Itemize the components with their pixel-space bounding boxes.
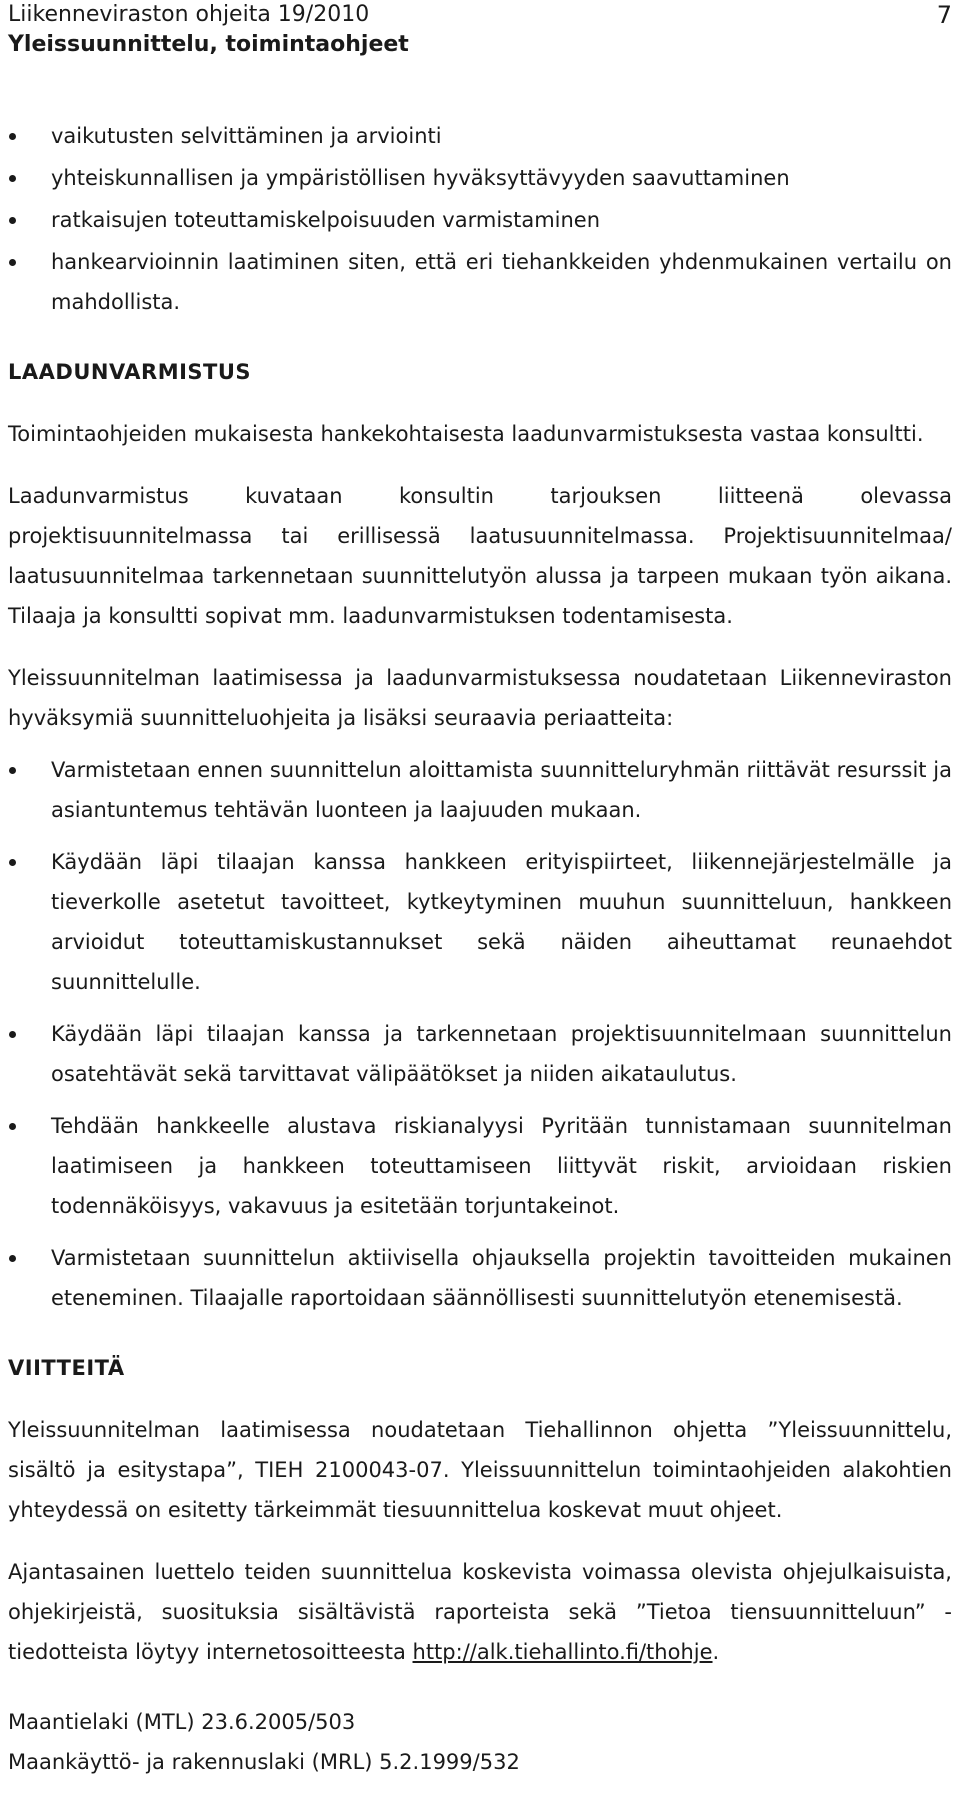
reference-mrl: Maankäyttö- ja rakennuslaki (MRL) 5.2.1999/532 [8,1750,520,1774]
page-content [8,116,952,1782]
bullet-icon [9,217,16,224]
list-item: Varmistetaan suunnittelun aktiivisella ohjauksella projektin tavoitteiden mukainen eteneminen. Tilaajalle raportoidaan säännöllisesti suunnittelutyön etenemisestä. [8,1238,952,1318]
publication-title: Liikenneviraston ohjeita 19/2010 [8,2,370,27]
list-item: Käydään läpi tilaajan kanssa hankkeen erityispiirteet, liikennejärjestelmälle ja tieverkolle asetetut tavoitteet, kytkeytyminen muuhun suunnitteluun, hankkeen arvioidut toteuttamiskustannukset sekä näiden aiheuttamat reunaehdot suunnittelulle. [8,842,952,1002]
paragraph: Toimintaohjeiden mukaisesta hankekohtaisesta laadunvarmistuksesta vastaa konsultti. [8,422,924,446]
list-item: yhteiskunnallisen ja ympäristöllisen hyväksyttävyyden saavuttaminen [8,158,952,198]
bullet-icon [9,175,16,182]
section-heading-viitteita: VIITTEITÄ [8,1356,125,1380]
paragraph-with-link: Ajantasainen luettelo teiden suunnittelua koskevista voimassa olevista ohjejulkaisuista, ohjekirjeistä, suosituksia sisältävistä raporteista sekä ”Tietoa tiensuunnitteluun” -tiedotteista löytyy internetosoitteesta http://alk.tiehallinto.fi/thohje. [8,1560,952,1664]
page-header [8,0,952,60]
list-item: Tehdään hankkeelle alustava riskianalyysi Pyritään tunnistamaan suunnitelman laatimiseen ja hankkeen toteuttamiseen liittyvät riskit, arvioidaan riskien todennäköisyys, vakavuus ja esitetään torjuntakeinot. [8,1106,952,1226]
bullet-icon [9,767,16,774]
principles-bullet-list [8,750,952,1318]
page-number: 7 [936,1,952,29]
list-item: Varmistetaan ennen suunnittelun aloittamista suunnitteluryhmän riittävät resurssit ja asiantuntemus tehtävän luonteen ja laajuuden mukaan. [8,750,952,830]
bullet-icon [9,1123,16,1130]
bullet-icon [9,1031,16,1038]
document-subtitle: Yleissuunnittelu, toimintaohjeet [8,32,409,57]
list-item: Käydään läpi tilaajan kanssa ja tarkennetaan projektisuunnitelmaan suunnittelun osatehtävät sekä tarvittavat välipäätökset ja niiden aikataulutus. [8,1014,952,1094]
paragraph: Yleissuunnitelman laatimisessa ja laadunvarmistuksessa noudatetaan Liikenneviraston hyväksymiä suunnitteluohjeita ja lisäksi seuraavia periaatteita: [8,666,952,730]
paragraph: Laadunvarmistus kuvataan konsultin tarjouksen liitteenä olevassa projektisuunnitelmassa tai erillisessä laatusuunnitelmassa. Projektisuunnitelmaa/ laatusuunnitelmaa tarkennetaan suunnittelutyön alussa ja tarpeen mukaan työn aikana. Tilaaja ja konsultti sopivat mm. laadunvarmistuksen todentamisesta. [8,484,952,628]
bullet-icon [9,133,16,140]
bullet-icon [9,259,16,266]
bullet-icon [9,1255,16,1262]
paragraph: Yleissuunnitelman laatimisessa noudatetaan Tiehallinnon ohjetta ”Yleissuunnittelu, sisältö ja esitystapa”, TIEH 2100043-07. Yleissuunnittelun toimintaohjeiden alakohtien yhteydessä on esitetty tärkeimmät tiesuunnittelua koskevat muut ohjeet. [8,1418,952,1522]
top-bullet-list [8,116,952,322]
section-heading-laadunvarmistus: LAADUNVARMISTUS [8,360,252,384]
tiehallinto-link[interactable]: http://alk.tiehallinto.fi/thohje [412,1640,713,1664]
list-item: hankearvioinnin laatiminen siten, että eri tiehankkeiden yhdenmukainen vertailu on mahdollista. [8,242,952,322]
reference-mtl: Maantielaki (MTL) 23.6.2005/503 [8,1710,356,1734]
list-item: ratkaisujen toteuttamiskelpoisuuden varmistaminen [8,200,952,240]
list-item: vaikutusten selvittäminen ja arviointi [8,116,952,156]
bullet-icon [9,859,16,866]
